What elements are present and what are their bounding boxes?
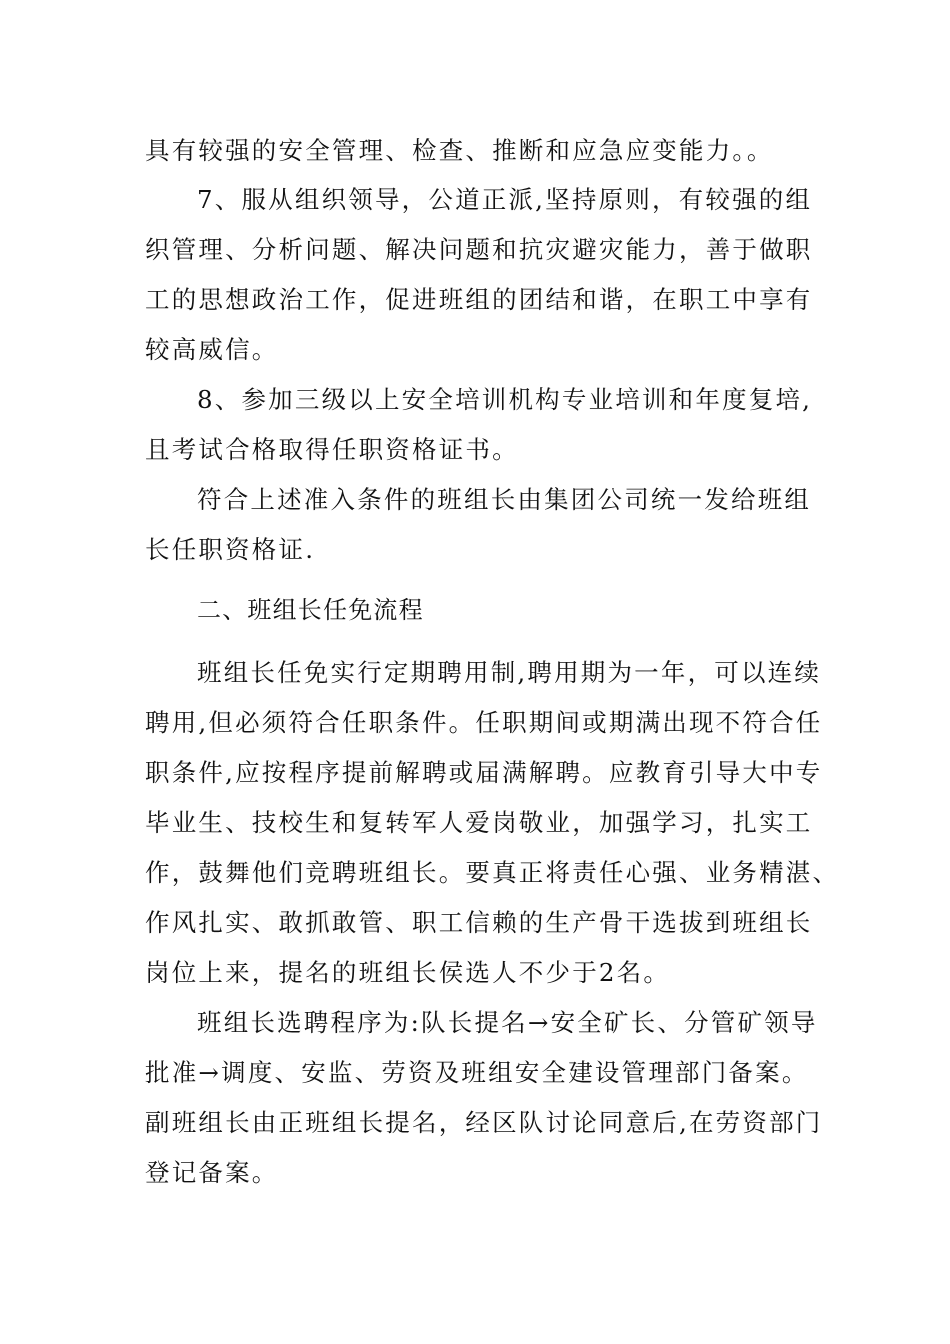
paragraph-first-line: 符合上述准入条件的班组长由集团公司统一发给班组 [197,485,812,514]
body-line: 工的思想政治工作，促进班组的团结和谐，在职工中享有 [145,285,813,314]
body-line: 作风扎实、敢抓敢管、职工信赖的生产骨干选拔到班组长 [145,908,813,937]
body-line: 较高威信。 [145,335,279,364]
section-heading: 二、班组长任免流程 [197,596,424,624]
body-line: 登记备案。 [145,1158,279,1187]
body-line: 织管理、分析问题、解决问题和抗灾避灾能力，善于做职 [145,235,813,264]
paragraph-first-line: 班组长任免实行定期聘用制,聘用期为一年，可以连续 [197,658,822,687]
paragraph-first-line: 班组长选聘程序为:队长提名→安全矿长、分管矿领导 [197,1008,818,1037]
body-line: 且考试合格取得任职资格证书。 [145,435,519,464]
body-line: 批准→调度、安监、劳资及班组安全建设管理部门备案。 [145,1058,809,1087]
body-line: 职条件,应按程序提前解聘或届满解聘。应教育引导大中专 [145,758,823,787]
body-line: 聘用,但必须符合任职条件。任职期间或期满出现不符合任 [145,708,823,737]
paragraph-first-line: 7、服从组织领导，公道正派,坚持原则，有较强的组 [197,185,813,214]
body-line: 毕业生、技校生和复转军人爱岗敬业，加强学习，扎实工 [145,808,813,837]
body-line: 长任职资格证. [145,535,316,564]
body-line: 具有较强的安全管理、检查、推断和应急应变能力。。 [145,136,774,165]
body-line: 作，鼓舞他们竞聘班组长。要真正将责任心强、业务精湛、 [145,858,840,887]
paragraph-first-line: 8、参加三级以上安全培训机构专业培训和年度复培, [197,385,813,414]
body-line: 岗位上来，提名的班组长侯选人不少于2名。 [145,958,671,987]
body-line: 副班组长由正班组长提名，经区队讨论同意后,在劳资部门 [145,1108,823,1137]
